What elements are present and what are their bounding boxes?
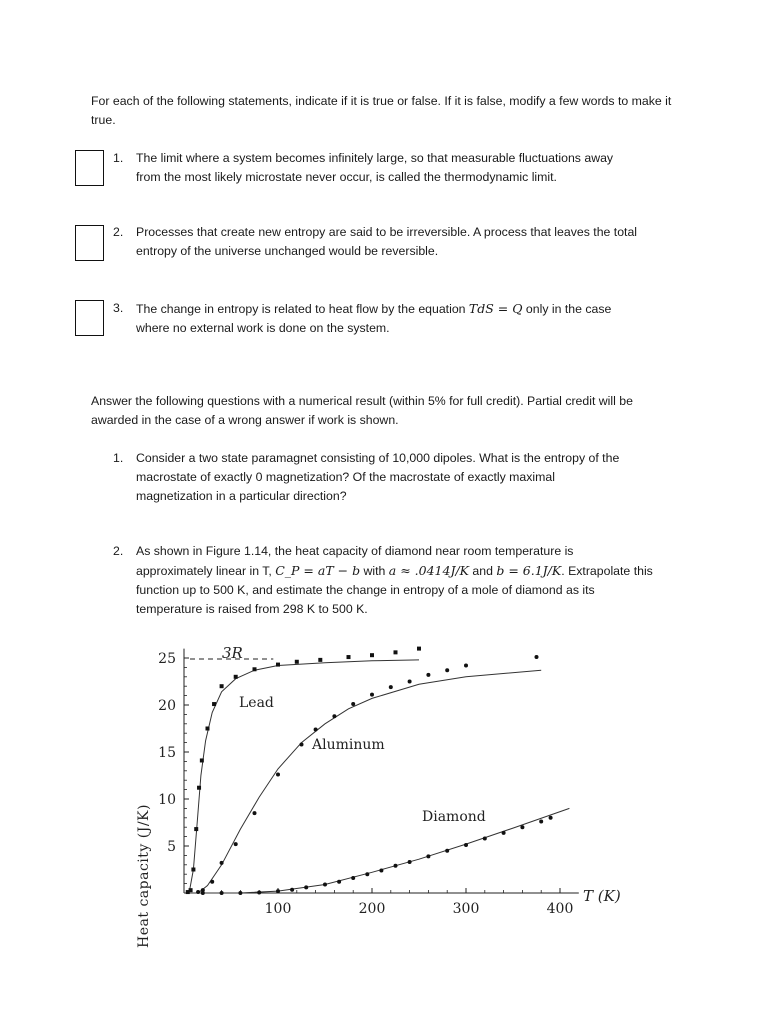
x-tick-label: 100 bbox=[264, 901, 292, 917]
tf-item-3 bbox=[136, 299, 716, 338]
data-point-diamond bbox=[549, 816, 553, 820]
tf-item-number: 3. bbox=[113, 301, 124, 315]
x-axis-label: T (K) bbox=[583, 887, 621, 905]
question-line: approximately linear in T, C_P = aT − b with a ≈ .0414J/K and b = 6.1J/K. Extrapolate this bbox=[136, 563, 653, 578]
data-point-lead bbox=[394, 650, 398, 654]
data-point-lead bbox=[417, 647, 421, 651]
data-point-aluminum bbox=[445, 668, 449, 672]
data-point-diamond bbox=[408, 860, 412, 864]
data-point-lead bbox=[191, 868, 195, 872]
heat-capacity-equation: C_P = aT − b bbox=[275, 563, 361, 578]
data-point-diamond bbox=[351, 876, 355, 880]
question-1 bbox=[136, 449, 716, 506]
data-point-diamond bbox=[539, 820, 543, 824]
data-point-diamond bbox=[220, 891, 224, 895]
data-point-aluminum bbox=[535, 655, 539, 659]
series-label-aluminum: Aluminum bbox=[312, 737, 385, 753]
data-point-lead bbox=[197, 786, 201, 790]
data-point-aluminum bbox=[332, 714, 336, 718]
tf-item-line: The change in entropy is related to heat flow by the equation TdS = Q only in the case bbox=[136, 301, 612, 316]
data-point-lead bbox=[206, 727, 210, 731]
data-point-diamond bbox=[365, 872, 369, 876]
data-point-diamond bbox=[323, 883, 327, 887]
data-point-diamond bbox=[238, 891, 242, 895]
x-tick-label: 200 bbox=[358, 901, 386, 917]
tf-item-line: from the most likely microstate never occur, is called the thermodynamic limit. bbox=[136, 170, 557, 184]
data-point-aluminum bbox=[426, 673, 430, 677]
data-point-lead bbox=[212, 702, 216, 706]
entropy-equation: TdS = Q bbox=[468, 301, 523, 316]
tf-item-1 bbox=[136, 149, 716, 187]
question-line: magnetization in a particular direction? bbox=[136, 489, 347, 503]
curve-diamond bbox=[184, 808, 569, 893]
data-point-lead bbox=[194, 827, 198, 831]
question-number: 2. bbox=[113, 544, 124, 558]
data-point-lead bbox=[220, 684, 224, 688]
data-point-diamond bbox=[445, 849, 449, 853]
reference-line-label: 3R bbox=[222, 644, 243, 662]
data-point-lead bbox=[295, 660, 299, 664]
data-point-lead bbox=[234, 675, 238, 679]
answer-checkbox-2[interactable] bbox=[75, 225, 104, 261]
data-point-lead bbox=[276, 663, 280, 667]
data-point-aluminum bbox=[234, 842, 238, 846]
data-point-diamond bbox=[483, 836, 487, 840]
data-point-aluminum bbox=[314, 727, 318, 731]
tf-item-2 bbox=[136, 223, 716, 261]
data-point-diamond bbox=[502, 831, 506, 835]
answer-checkbox-1[interactable] bbox=[75, 150, 104, 186]
data-point-aluminum bbox=[351, 702, 355, 706]
data-point-diamond bbox=[290, 888, 294, 892]
question-number: 1. bbox=[113, 451, 124, 465]
data-point-aluminum bbox=[389, 685, 393, 689]
data-point-diamond bbox=[304, 885, 308, 889]
tf-item-line: entropy of the universe unchanged would be reversible. bbox=[136, 244, 439, 258]
data-point-lead bbox=[253, 667, 257, 671]
data-point-aluminum bbox=[210, 880, 214, 884]
data-point-lead bbox=[318, 658, 322, 662]
x-tick-label: 300 bbox=[452, 901, 480, 917]
series-label-diamond: Diamond bbox=[422, 809, 486, 825]
tf-item-number: 2. bbox=[113, 225, 124, 239]
y-tick-label: 25 bbox=[158, 651, 176, 667]
data-point-aluminum bbox=[253, 811, 257, 815]
data-point-diamond bbox=[276, 889, 280, 893]
answer-checkbox-3[interactable] bbox=[75, 300, 104, 336]
data-point-diamond bbox=[257, 891, 261, 895]
question-line: temperature is raised from 298 K to 500 K. bbox=[136, 602, 368, 616]
question-line: As shown in Figure 1.14, the heat capacity of diamond near room temperature is bbox=[136, 544, 574, 558]
data-point-aluminum bbox=[464, 664, 468, 668]
numerical-instructions: Answer the following questions with a numerical result (within 5% for full credit). Partial credit will be awarded in the case of a wrong answer if work is shown. bbox=[91, 394, 633, 427]
question-line: macrostate of exactly 0 magnetization? Of the macrostate of exactly maximal bbox=[136, 470, 555, 484]
question-line: function up to 500 K, and estimate the change in entropy of a mole of diamond as its bbox=[136, 583, 595, 597]
data-point-diamond bbox=[520, 825, 524, 829]
data-point-aluminum bbox=[220, 861, 224, 865]
y-tick-label: 20 bbox=[158, 698, 176, 714]
y-tick-label: 15 bbox=[158, 745, 176, 761]
b-value: b = 6.1J/K bbox=[496, 563, 562, 578]
data-point-diamond bbox=[426, 854, 430, 858]
data-point-aluminum bbox=[370, 693, 374, 697]
a-value: a ≈ .0414J/K bbox=[388, 563, 469, 578]
data-point-aluminum bbox=[300, 742, 304, 746]
data-point-lead bbox=[347, 655, 351, 659]
y-axis-label: Heat capacity (J/K) bbox=[136, 804, 152, 948]
x-tick-label: 400 bbox=[546, 901, 574, 917]
data-point-lead bbox=[189, 888, 193, 892]
data-point-aluminum bbox=[408, 680, 412, 684]
tf-item-line: Processes that create new entropy are said to be irreversible. A process that leaves the total bbox=[136, 225, 638, 239]
data-point-diamond bbox=[337, 880, 341, 884]
data-point-diamond bbox=[394, 864, 398, 868]
tf-instructions: For each of the following statements, indicate if it is true or false. If it is false, modify a few words to make it true. bbox=[91, 94, 672, 127]
question-line: Consider a two state paramagnet consisting of 10,000 dipoles. What is the entropy of the bbox=[136, 451, 620, 465]
tf-item-line: The limit where a system becomes infinitely large, so that measurable fluctuations away bbox=[136, 151, 614, 165]
series-label-lead: Lead bbox=[239, 695, 274, 711]
y-tick-label: 10 bbox=[158, 792, 176, 808]
y-tick-label: 5 bbox=[167, 839, 176, 855]
tf-item-number: 1. bbox=[113, 151, 124, 165]
heat-capacity-chart bbox=[0, 630, 768, 960]
data-point-diamond bbox=[379, 868, 383, 872]
data-point-lead bbox=[370, 653, 374, 657]
data-point-diamond bbox=[201, 891, 205, 895]
data-point-lead bbox=[200, 758, 204, 762]
tf-item-line: where no external work is done on the system. bbox=[136, 321, 390, 335]
question-2 bbox=[136, 542, 716, 619]
data-point-diamond bbox=[464, 843, 468, 847]
data-point-aluminum bbox=[196, 890, 200, 894]
data-point-aluminum bbox=[276, 773, 280, 777]
